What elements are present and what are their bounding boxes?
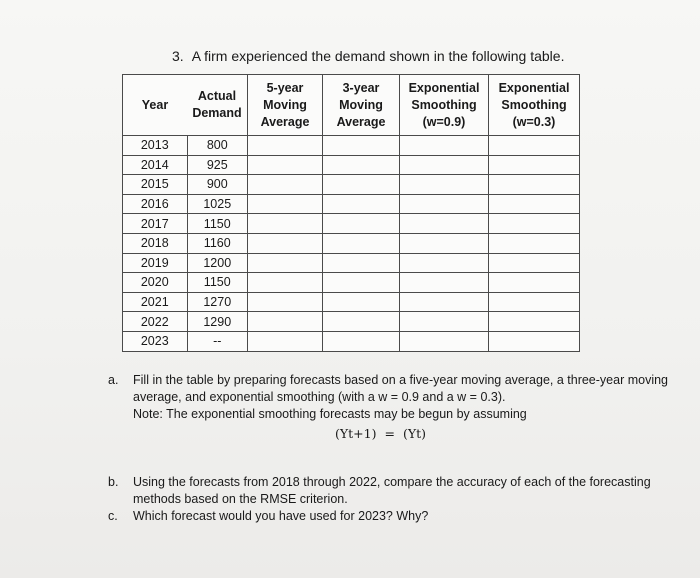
cell-5yr-moving-average [248, 214, 323, 234]
cell-actual-demand: 925 [187, 155, 248, 175]
table-row [123, 136, 580, 156]
formula-right: (Yt) [402, 426, 426, 441]
cell-actual-demand: -- [187, 331, 248, 351]
header-actual-demand: Actual Demand [187, 75, 248, 136]
cell-year: 2018 [123, 233, 188, 253]
cell-5yr-moving-average [248, 331, 323, 351]
cell-year: 2023 [123, 331, 188, 351]
header-year: Year [123, 75, 188, 136]
cell-5yr-moving-average [248, 155, 323, 175]
cell-exp-smoothing-03 [489, 292, 580, 312]
table-row [123, 273, 580, 293]
cell-3yr-moving-average [323, 312, 400, 332]
formula-left: (Yt+1) [335, 426, 377, 441]
cell-5yr-moving-average [248, 253, 323, 273]
table-row [123, 214, 580, 234]
cell-5yr-moving-average [248, 194, 323, 214]
cell-exp-smoothing-09 [400, 175, 489, 195]
cell-exp-smoothing-09 [400, 253, 489, 273]
cell-year: 2022 [123, 312, 188, 332]
header-exp-smoothing-03: Exponential Smoothing (w=0.3) [489, 75, 580, 136]
cell-3yr-moving-average [323, 273, 400, 293]
question-text: A firm experienced the demand shown in the following table. [191, 48, 565, 64]
cell-exp-smoothing-03 [489, 312, 580, 332]
cell-actual-demand: 1150 [187, 214, 248, 234]
part-a-label: a. [108, 373, 119, 387]
table-row [123, 233, 580, 253]
cell-3yr-moving-average [323, 292, 400, 312]
table-row [123, 155, 580, 175]
cell-5yr-moving-average [248, 233, 323, 253]
cell-actual-demand: 900 [187, 175, 248, 195]
cell-exp-smoothing-03 [489, 233, 580, 253]
part-c [108, 508, 668, 525]
header-exp-smoothing-09: Exponential Smoothing (w=0.9) [400, 75, 489, 136]
cell-year: 2015 [123, 175, 188, 195]
part-b-text: Using the forecasts from 2018 through 2022, compare the accuracy of each of the forecasting methods based on the RMSE criterion. [133, 475, 651, 506]
cell-year: 2021 [123, 292, 188, 312]
cell-exp-smoothing-09 [400, 331, 489, 351]
cell-year: 2016 [123, 194, 188, 214]
cell-actual-demand: 1290 [187, 312, 248, 332]
cell-3yr-moving-average [323, 175, 400, 195]
cell-3yr-moving-average [323, 136, 400, 156]
part-c-text: Which forecast would you have used for 2023? Why? [133, 509, 429, 523]
cell-exp-smoothing-03 [489, 136, 580, 156]
table-row [123, 312, 580, 332]
cell-5yr-moving-average [248, 312, 323, 332]
cell-actual-demand: 1270 [187, 292, 248, 312]
cell-5yr-moving-average [248, 175, 323, 195]
cell-exp-smoothing-09 [400, 214, 489, 234]
cell-exp-smoothing-09 [400, 273, 489, 293]
cell-actual-demand: 1025 [187, 194, 248, 214]
formula-equals: = [384, 426, 395, 441]
cell-5yr-moving-average [248, 273, 323, 293]
cell-3yr-moving-average [323, 233, 400, 253]
cell-year: 2014 [123, 155, 188, 175]
cell-actual-demand: 800 [187, 136, 248, 156]
cell-5yr-moving-average [248, 136, 323, 156]
part-b [108, 474, 668, 508]
cell-exp-smoothing-09 [400, 194, 489, 214]
cell-5yr-moving-average [248, 292, 323, 312]
question-number: 3. [172, 48, 184, 64]
cell-3yr-moving-average [323, 194, 400, 214]
question-title [172, 48, 564, 64]
cell-year: 2020 [123, 273, 188, 293]
part-a-text: Fill in the table by preparing forecasts based on a five-year moving average, a three-year moving average, and exponential smoothing (with a w = 0.9 and a w = 0.3). [133, 373, 669, 404]
table-row [123, 194, 580, 214]
cell-exp-smoothing-09 [400, 136, 489, 156]
part-a-note: Note: The exponential smoothing forecasts may be begun by assuming [133, 407, 527, 421]
cell-3yr-moving-average [323, 214, 400, 234]
cell-exp-smoothing-03 [489, 194, 580, 214]
cell-year: 2013 [123, 136, 188, 156]
header-5yr-moving-average: 5-year Moving Average [248, 75, 323, 136]
part-c-label: c. [108, 509, 118, 523]
table-header-row [123, 75, 580, 136]
cell-actual-demand: 1150 [187, 273, 248, 293]
cell-exp-smoothing-03 [489, 175, 580, 195]
part-a [108, 372, 668, 442]
table-row [123, 331, 580, 351]
table-row [123, 175, 580, 195]
cell-exp-smoothing-09 [400, 233, 489, 253]
cell-exp-smoothing-09 [400, 155, 489, 175]
table-row [123, 292, 580, 312]
cell-exp-smoothing-03 [489, 155, 580, 175]
cell-3yr-moving-average [323, 331, 400, 351]
cell-exp-smoothing-03 [489, 253, 580, 273]
cell-exp-smoothing-03 [489, 273, 580, 293]
cell-exp-smoothing-09 [400, 312, 489, 332]
cell-3yr-moving-average [323, 253, 400, 273]
cell-year: 2019 [123, 253, 188, 273]
header-3yr-moving-average: 3-year Moving Average [323, 75, 400, 136]
cell-year: 2017 [123, 214, 188, 234]
cell-exp-smoothing-03 [489, 214, 580, 234]
table-row [123, 253, 580, 273]
cell-3yr-moving-average [323, 155, 400, 175]
table-body [123, 136, 580, 352]
question-parts [108, 372, 668, 525]
cell-actual-demand: 1160 [187, 233, 248, 253]
cell-exp-smoothing-03 [489, 331, 580, 351]
part-b-label: b. [108, 475, 119, 489]
demand-table [122, 74, 580, 352]
cell-actual-demand: 1200 [187, 253, 248, 273]
cell-exp-smoothing-09 [400, 292, 489, 312]
smoothing-formula [133, 425, 668, 442]
